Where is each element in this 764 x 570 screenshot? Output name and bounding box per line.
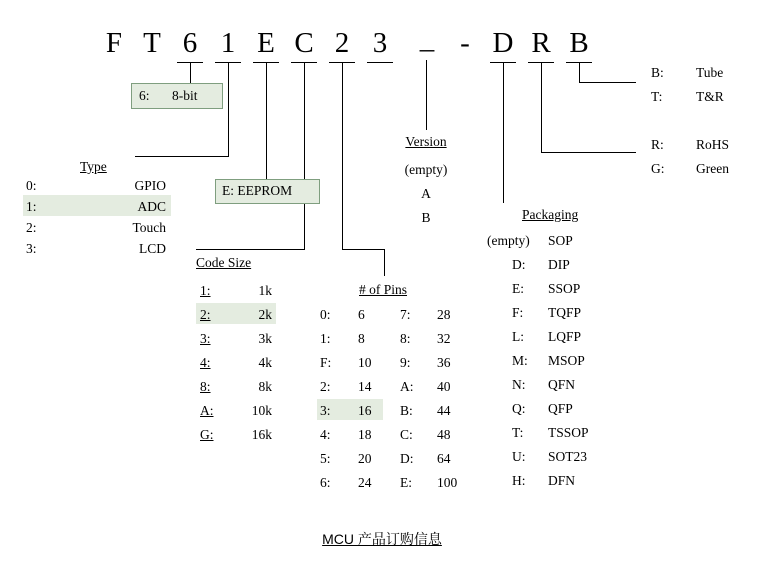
leader-line-type-horizontal [135, 156, 229, 157]
pins-right-1-value: 32 [437, 331, 451, 346]
pins-right-7-key: E: [400, 475, 412, 490]
code-size-row-6-value: 16k [251, 427, 272, 442]
pins-left-5-key: 4: [320, 427, 331, 442]
packaging-row-10-key: H: [512, 473, 526, 488]
type-row-3-value: LCD [139, 241, 166, 256]
code-size-row-2-key: 3: [200, 331, 211, 346]
packing-row-0-value: Tube [696, 65, 724, 80]
leader-line-eeprom-vertical [266, 63, 267, 180]
pins-left-0-key: 0: [320, 307, 331, 322]
type-row-0-value: GPIO [134, 178, 166, 193]
type-row-0-key: 0: [26, 178, 37, 193]
packaging-row-0-key: (empty) [487, 233, 530, 248]
code-size-row-4-value: 8k [258, 379, 272, 394]
part-number-char-11: R [528, 26, 554, 63]
leader-line-type-vertical [228, 63, 229, 156]
packing-row-1-value: T&R [696, 89, 724, 104]
code-size-row-6-key: G: [200, 427, 214, 442]
pins-left-2-value: 10 [358, 355, 372, 370]
packaging-row-10-value: DFN [548, 473, 576, 488]
version-row-1: A [421, 186, 431, 201]
leader-line-packing-vertical [579, 63, 580, 82]
rohs-row-1-value: Green [696, 161, 729, 176]
pins-right-2-value: 36 [437, 355, 451, 370]
code-size-row-0-key: 1: [200, 283, 211, 298]
rohs-row-1-key: G: [651, 161, 665, 176]
pins-right-0-value: 28 [437, 307, 451, 322]
packaging-row-2-key: E: [512, 281, 524, 296]
pins-right-0-key: 7: [400, 307, 411, 322]
code-size-row-2-value: 3k [258, 331, 272, 346]
code-size-row-5-value: 10k [251, 403, 272, 418]
pins-right-5-value: 48 [437, 427, 451, 442]
pins-left-6-value: 20 [358, 451, 372, 466]
pins-right-6-key: D: [400, 451, 414, 466]
packaging-row-6-value: QFN [548, 377, 576, 392]
pins-right-7-value: 100 [437, 475, 458, 490]
leader-line-packing-horizontal [579, 82, 636, 83]
packaging-row-5-key: M: [512, 353, 528, 368]
part-number-char-7: 3 [367, 26, 393, 63]
packaging-row-3-value: TQFP [548, 305, 582, 320]
code-size-row-0-value: 1k [258, 283, 272, 298]
packing-row-1-key: T: [651, 89, 663, 104]
core-value: 8-bit [172, 88, 198, 103]
pins-right-4-value: 44 [437, 403, 451, 418]
leader-line-pins-vertical-1 [342, 63, 343, 249]
part-number-char-5: C [291, 26, 317, 63]
figure-caption: MCU 产品订购信息 [322, 531, 442, 547]
part-number-char-10: D [490, 26, 516, 63]
packaging-row-4-key: L: [512, 329, 524, 344]
packaging-row-1-key: D: [512, 257, 526, 272]
packaging-row-3-key: F: [512, 305, 524, 320]
leader-line-codesize-horizontal [196, 249, 305, 250]
packaging-row-5-value: MSOP [548, 353, 585, 368]
pins-left-3-value: 14 [358, 379, 372, 394]
part-number-char-6: 2 [329, 26, 355, 63]
pins-left-1-value: 8 [358, 331, 365, 346]
packaging-row-6-key: N: [512, 377, 526, 392]
pins-right-6-value: 64 [437, 451, 451, 466]
pins-left-7-value: 24 [358, 475, 372, 490]
part-number-char-9: - [460, 27, 470, 59]
leader-line-packaging-vertical [503, 63, 504, 203]
leader-line-pins-vertical-2 [384, 249, 385, 276]
code-size-row-3-value: 4k [258, 355, 272, 370]
packing-row-0-key: B: [651, 65, 664, 80]
packaging-row-0-value: SOP [548, 233, 573, 248]
pins-right-3-value: 40 [437, 379, 451, 394]
leader-line-version-vertical [426, 60, 427, 130]
packaging-row-8-value: TSSOP [548, 425, 589, 440]
type-row-2-value: Touch [132, 220, 166, 235]
code-size-row-3-key: 4: [200, 355, 211, 370]
part-number-char-0: F [105, 27, 123, 59]
type-row-3-key: 3: [26, 241, 37, 256]
code-size-row-1-value: 2k [258, 307, 272, 322]
leader-line-pins-horizontal [342, 249, 384, 250]
code-size-header: Code Size [196, 255, 252, 270]
pins-header: # of Pins [359, 282, 408, 297]
code-size-row-1-key: 2: [200, 307, 211, 322]
pins-right-3-key: A: [400, 379, 414, 394]
packaging-row-4-value: LQFP [548, 329, 582, 344]
type-header: Type [80, 159, 107, 174]
part-number-char-12: B [566, 26, 592, 63]
pins-right-5-key: C: [400, 427, 413, 442]
pins-left-2-key: F: [320, 355, 332, 370]
type-row-1-value: ADC [137, 199, 166, 214]
version-row-2: B [421, 210, 431, 225]
packaging-row-7-key: Q: [512, 401, 526, 416]
type-row-2-key: 2: [26, 220, 37, 235]
part-number-char-3: 1 [215, 26, 241, 63]
part-number-char-2: 6 [177, 26, 203, 63]
packaging-row-9-key: U: [512, 449, 526, 464]
pins-left-0-value: 6 [358, 307, 365, 322]
leader-line-rohs-horizontal [541, 152, 636, 153]
code-size-row-5-key: A: [200, 403, 214, 418]
packaging-header: Packaging [522, 207, 579, 222]
part-number-char-4: E [253, 26, 279, 63]
packaging-row-9-value: SOT23 [548, 449, 588, 464]
version-row-0: (empty) [404, 162, 448, 177]
part-number-char-8: _ [419, 23, 435, 55]
rohs-row-0-key: R: [651, 137, 664, 152]
packaging-row-2-value: SSOP [548, 281, 581, 296]
leader-line-rohs-vertical [541, 63, 542, 152]
pins-left-4-key: 3: [320, 403, 331, 418]
core-key: 6: [139, 88, 150, 103]
pins-left-7-key: 6: [320, 475, 331, 490]
packaging-row-1-value: DIP [548, 257, 570, 272]
pins-left-3-key: 2: [320, 379, 331, 394]
rohs-row-0-value: RoHS [696, 137, 730, 152]
pins-left-1-key: 1: [320, 331, 331, 346]
pins-right-1-key: 8: [400, 331, 411, 346]
pins-left-4-value: 16 [358, 403, 372, 418]
packaging-row-8-key: T: [512, 425, 524, 440]
pins-left-6-key: 5: [320, 451, 331, 466]
pins-right-2-key: 9: [400, 355, 411, 370]
pins-left-5-value: 18 [358, 427, 372, 442]
type-row-1-key: 1: [26, 199, 37, 214]
version-header: Version [405, 134, 447, 149]
part-number-char-1: T [143, 27, 161, 59]
eeprom-label: E: EEPROM [222, 183, 293, 198]
pins-right-4-key: B: [400, 403, 413, 418]
packaging-row-7-value: QFP [548, 401, 573, 416]
leader-line-codesize-vertical [304, 63, 305, 249]
code-size-row-4-key: 8: [200, 379, 211, 394]
